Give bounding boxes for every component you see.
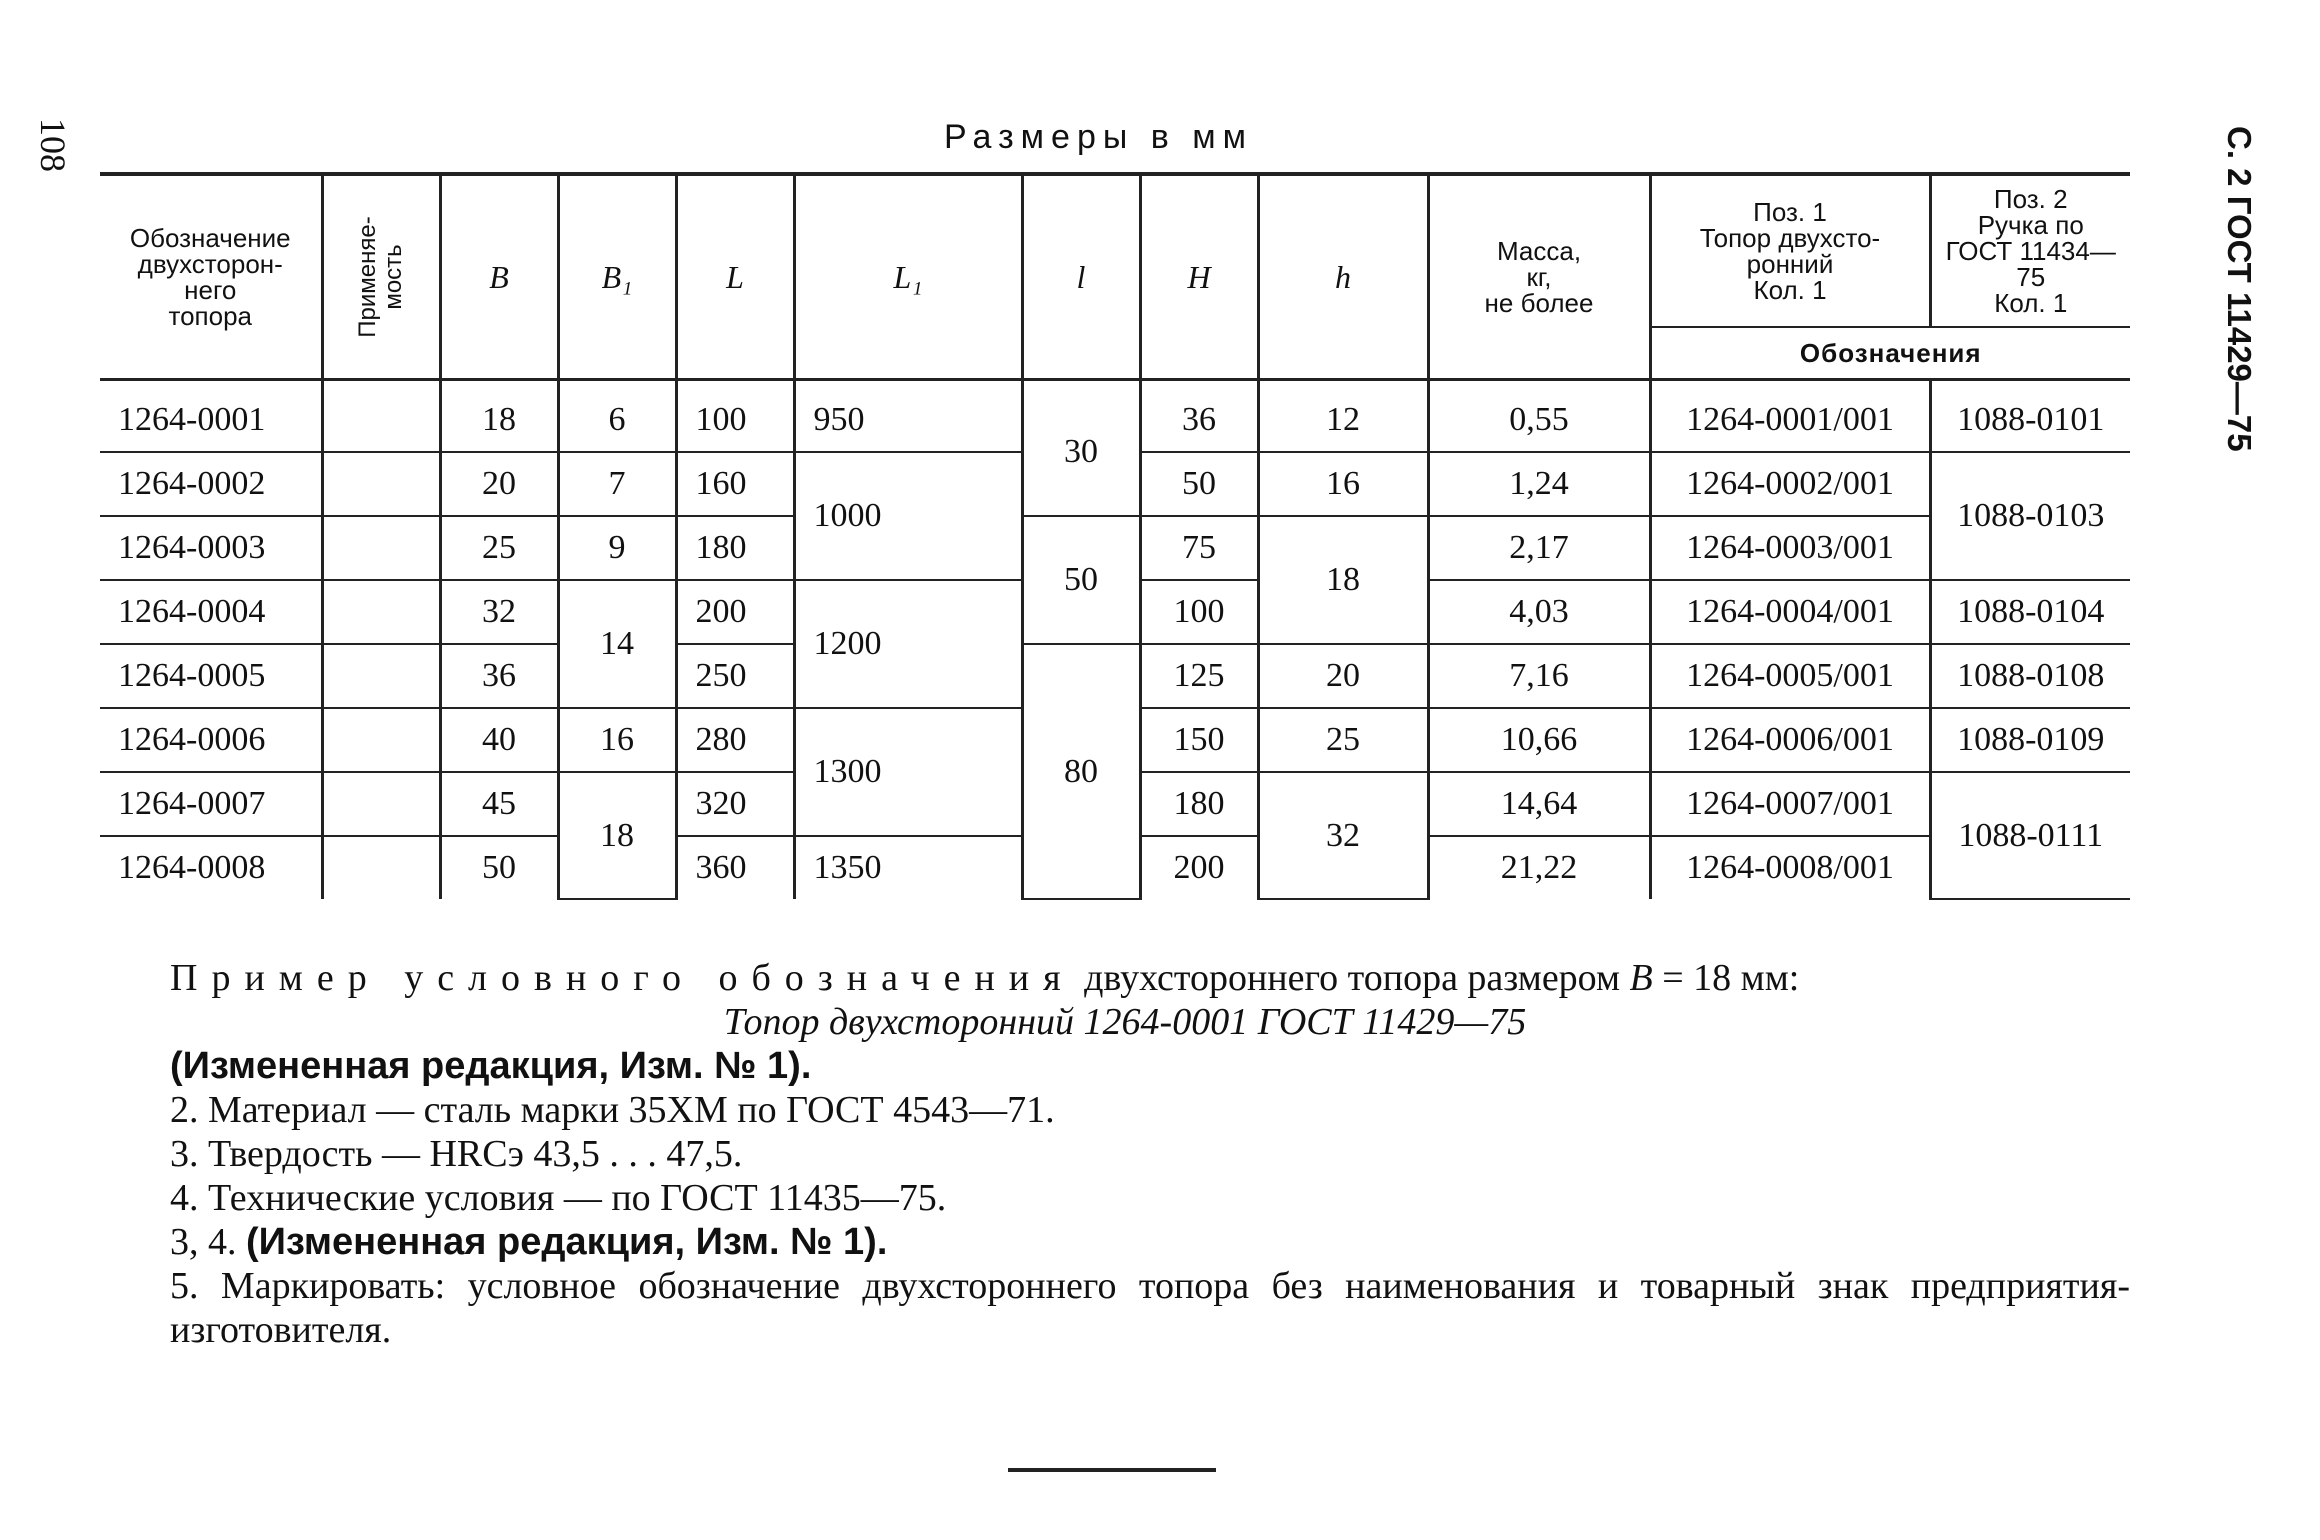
header-applicability: Применяе- мость	[322, 174, 440, 380]
header-designation: Обозначение двухсторон- него топора	[100, 174, 322, 380]
change-note-3-4: 3, 4. (Измененная редакция, Изм. № 1).	[170, 1221, 888, 1263]
change-note-1: (Измененная редакция, Изм. № 1).	[170, 1045, 812, 1087]
table-row: 1264-0005 36 250 80 125 20 7,16 1264-0005/001 1088-0108	[100, 644, 2130, 708]
table-row: 1264-0008 50 360 1350 200 21,22 1264-0008/001	[100, 836, 2130, 899]
header-b1: B₁	[558, 174, 676, 380]
header-pos1: Поз. 1 Топор двухсто- ронний Кол. 1	[1650, 174, 1930, 327]
table-row: 1264-0002 20 7 160 1000 50 16 1,24 1264-0002/001 1088-0103	[100, 452, 2130, 516]
header-designations: Обозначения	[1650, 327, 2130, 380]
example-line: Пример условного обозначения двухстороннего топора размером B = 18 мм:	[170, 957, 1800, 999]
header-l1: L₁	[794, 174, 1022, 380]
page-number: 108	[33, 118, 73, 172]
item-2: 2. Материал — сталь марки 35ХМ по ГОСТ 4543—71.	[170, 1089, 1055, 1131]
body-text	[100, 956, 2130, 1352]
header-l-lower: l	[1022, 174, 1140, 380]
item-4: 4. Технические условия — по ГОСТ 11435—75.	[170, 1177, 947, 1219]
running-head: С. 2 ГОСТ 11429—75	[2221, 126, 2258, 452]
table-row: 1264-0007 45 18 320 180 32 14,64 1264-0007/001 1088-0111	[100, 772, 2130, 836]
header-pos2: Поз. 2 Ручка по ГОСТ 11434—75 Кол. 1	[1930, 174, 2130, 327]
dimensions-table	[100, 172, 2130, 900]
table-caption: Размеры в мм	[944, 118, 1254, 156]
header-h-upper: H	[1140, 174, 1258, 380]
header-b: B	[440, 174, 558, 380]
item-5: 5. Маркировать: условное обозначение двухстороннего топора без наименования и товарный знак предприятия-изготовителя.	[170, 1265, 2130, 1351]
header-h-lower: h	[1258, 174, 1428, 380]
header-mass: Масса, кг, не более	[1428, 174, 1650, 380]
table-row: 1264-0003 25 9 180 50 75 18 2,17 1264-0003/001	[100, 516, 2130, 580]
table-row: 1264-0004 32 14 200 1200 100 4,03 1264-0004/001 1088-0104	[100, 580, 2130, 644]
item-3: 3. Твердость — HRCэ 43,5 . . . 47,5.	[170, 1133, 743, 1175]
end-rule	[1008, 1468, 1216, 1472]
table-row: 1264-0001 18 6 100 950 30 36 12 0,55 1264-0001/001 1088-0101	[100, 380, 2130, 453]
table-row: 1264-0006 40 16 280 1300 150 25 10,66 1264-0006/001 1088-0109	[100, 708, 2130, 772]
example-designation: Топор двухсторонний 1264-0001 ГОСТ 11429—75	[723, 1001, 1527, 1043]
header-l-upper: L	[676, 174, 794, 380]
